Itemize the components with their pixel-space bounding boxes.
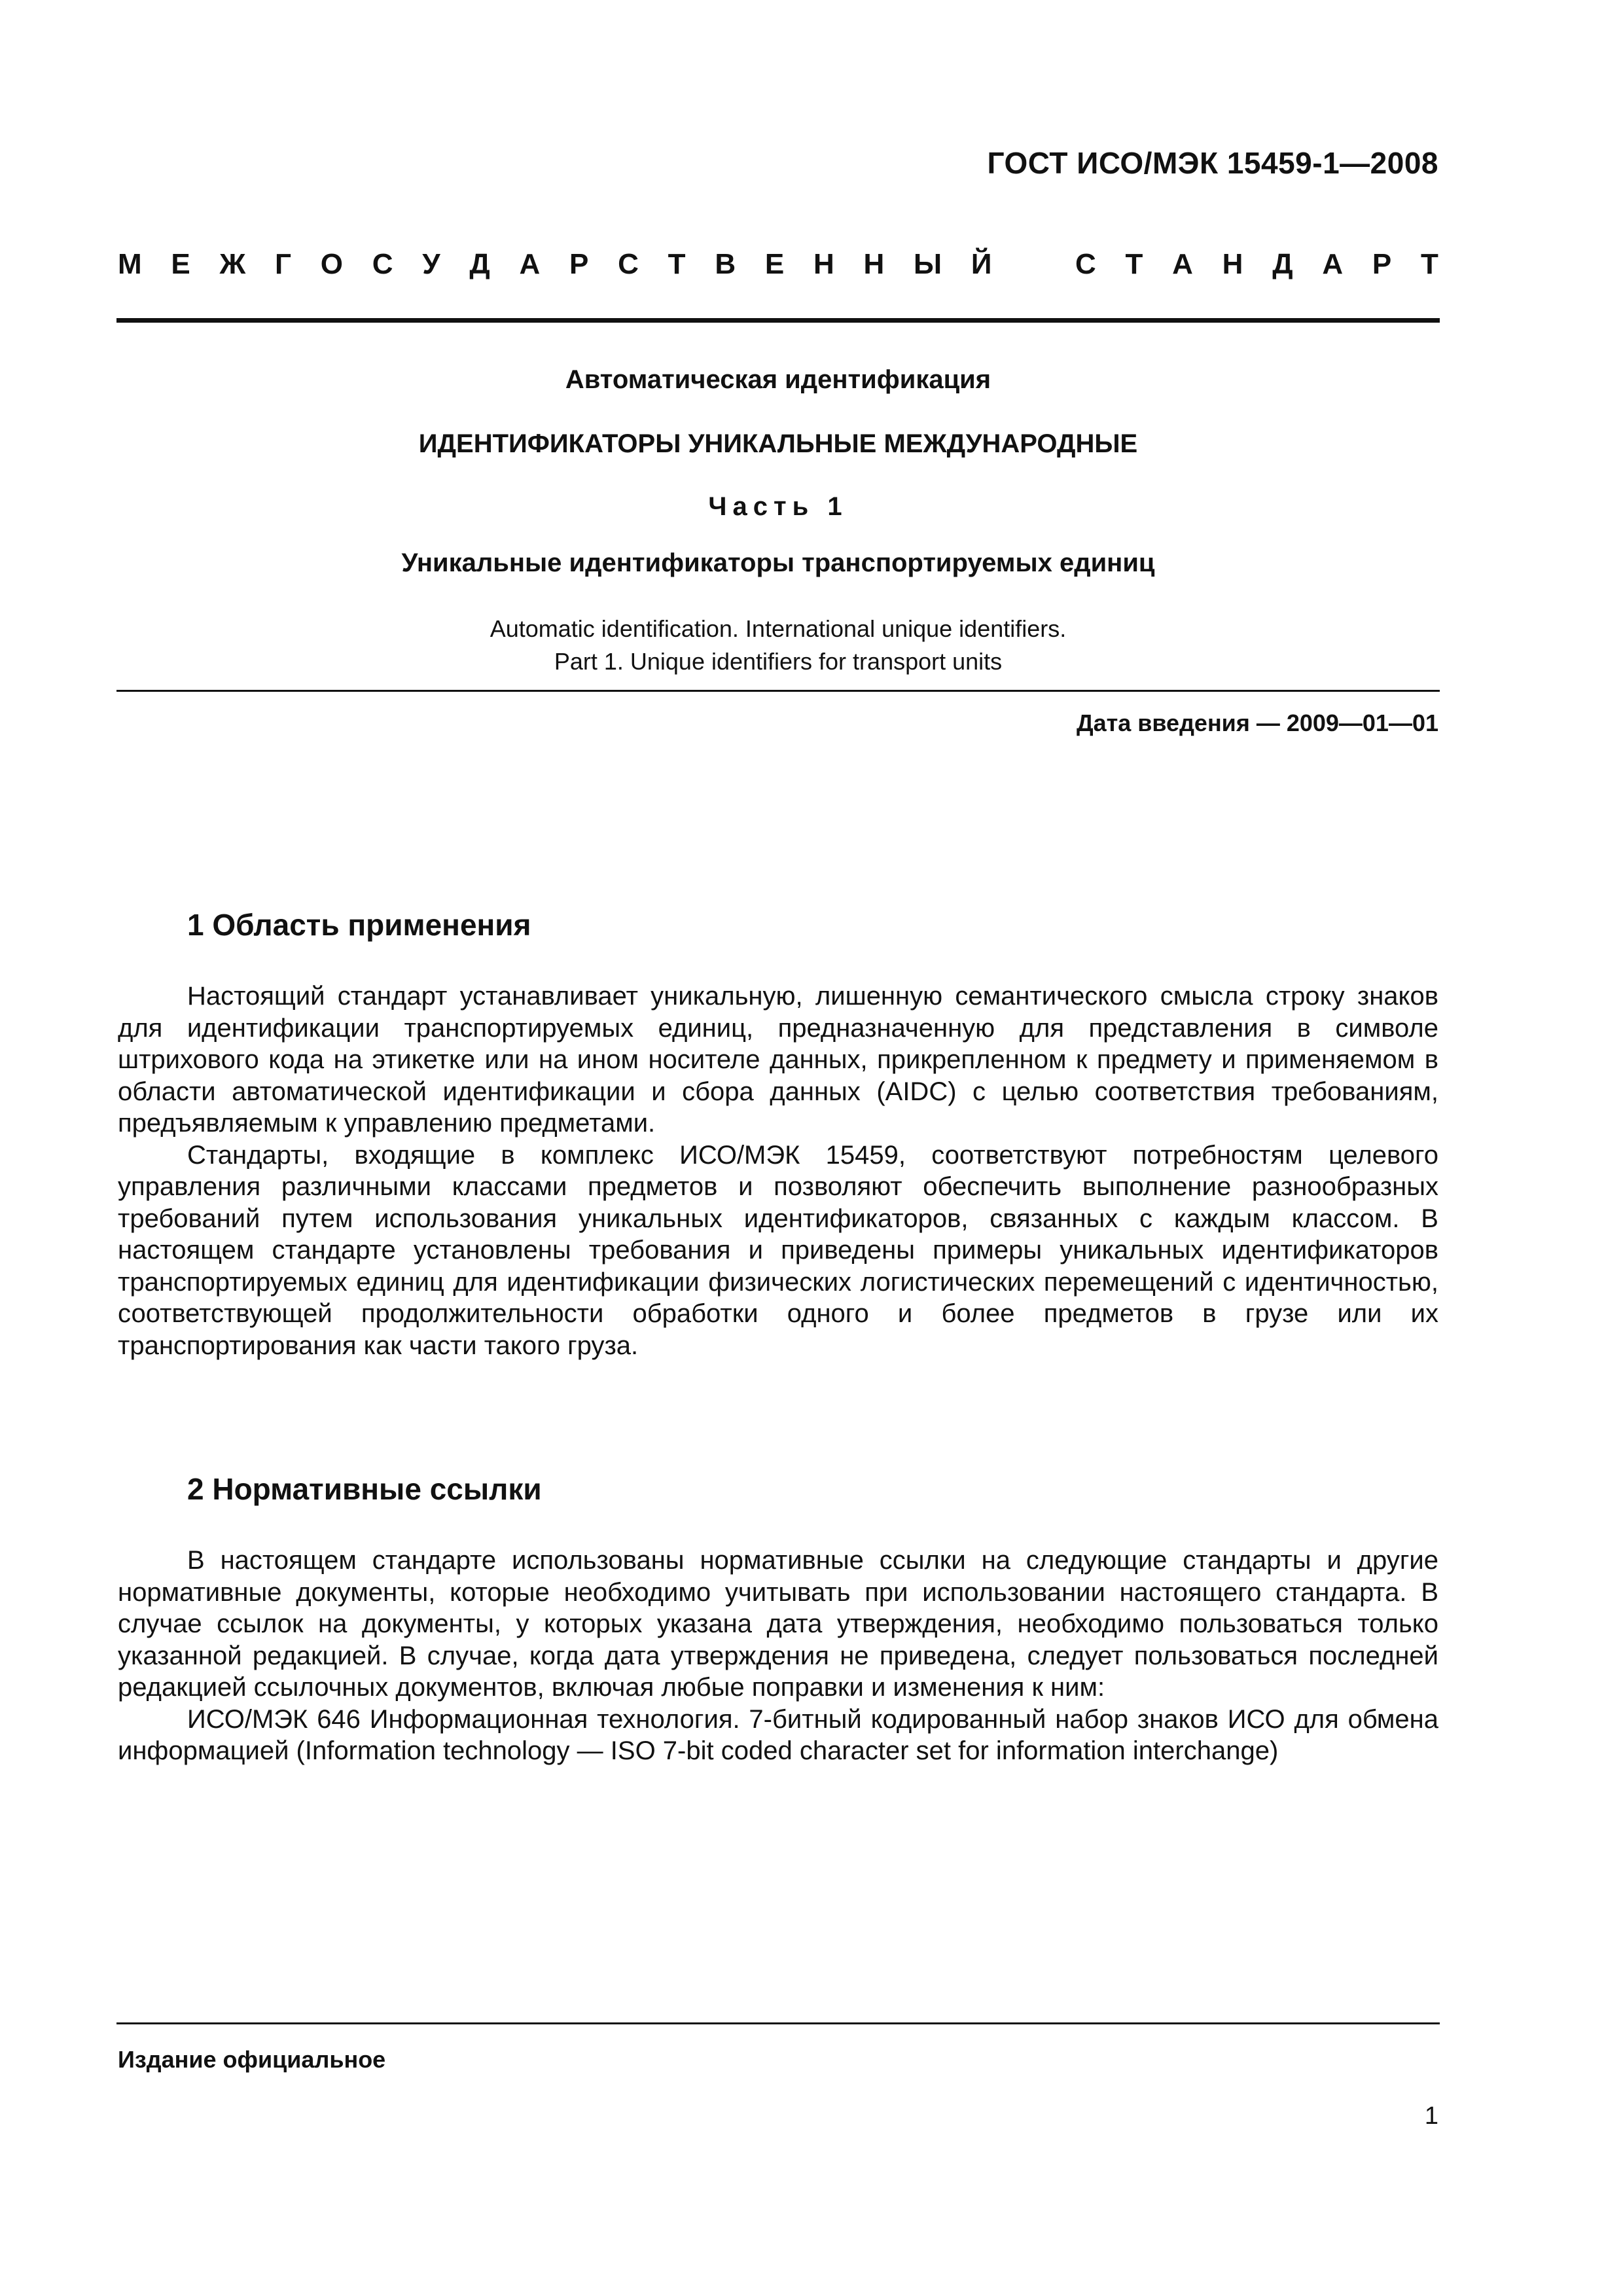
- section-body: [118, 980, 1438, 1361]
- banner-letter: Н: [813, 248, 834, 280]
- main-title: ИДЕНТИФИКАТОРЫ УНИКАЛЬНЫЕ МЕЖДУНАРОДНЫЕ: [418, 429, 1138, 458]
- banner-letter: С: [618, 248, 639, 280]
- banner-letter: С: [372, 248, 393, 280]
- english-title-line: Automatic identification. International unique identifiers.: [490, 615, 1067, 642]
- subtitle: Уникальные идентификаторы транспортируемых единиц: [401, 548, 1155, 577]
- paragraph: Настоящий стандарт устанавливает уникальную, лишенную семантического смысла строку знаков для идентификации транспортируемых единиц, предназначенную для представления в символе штрихового кода на этикетке или на ином носителе данных, прикрепленном к предмету и применяемом в области автоматической идентификации и сбора данных (AIDC) с целью соответствия требованиям, предъявляемым к управлению предметами.: [118, 982, 1438, 1138]
- paragraph: Стандарты, входящие в комплекс ИСО/МЭК 15459, соответствуют потребностям целевого управления различными классами предметов и позволяют обеспечить выполнение разнообразных требований путем использования уникальных идентификаторов, связанных с каждым классом. В настоящем стандарте установлены требования и приведены примеры уникальных идентификаторов транспортируемых единиц для идентификации физических логистических перемещений с идентичностью, соответствующей продолжительности обработки одного и более предметов в грузе или их транспортирования как части такого груза.: [118, 1140, 1438, 1360]
- banner-letter: Г: [275, 248, 291, 280]
- paragraph: ИСО/МЭК 646 Информационная технология. 7-битный кодированный набор знаков ИСО для обмена информацией (Information technology — ISO 7-bit coded character set for information interchange): [118, 1704, 1438, 1765]
- banner-letter: Д: [469, 248, 490, 280]
- banner-letter: Р: [1372, 248, 1392, 280]
- title-divider: [116, 690, 1440, 692]
- banner-letter: Т: [1420, 248, 1438, 280]
- footer-divider: [116, 2022, 1440, 2024]
- section-heading: 1 Область применения: [187, 908, 531, 942]
- paragraph: В настоящем стандарте использованы нормативные ссылки на следующие стандарты и другие нормативные документы, которые необходимо учитывать при использовании настоящего стандарта. В случае ссылок на документы, у которых указана дата утверждения, необходимо пользоваться только указанной редакцией. В случае, когда дата утверждения не приведена, следует пользоваться последней редакцией ссылочных документов, включая любые поправки и изменения к ним:: [118, 1546, 1438, 1702]
- banner-letter: Ы: [914, 248, 942, 280]
- document-code: ГОСТ ИСО/МЭК 15459-1—2008: [987, 146, 1438, 180]
- banner-letter: Т: [1125, 248, 1143, 280]
- page-number: 1: [1424, 2102, 1438, 2130]
- standard-banner: [118, 246, 1438, 283]
- banner-letter: Р: [569, 248, 589, 280]
- part-title: Часть 1: [708, 492, 848, 521]
- section-body: [118, 1545, 1438, 1767]
- banner-letter: С: [1075, 248, 1096, 280]
- banner-letter: В: [715, 248, 736, 280]
- banner-letter: Т: [668, 248, 686, 280]
- banner-letter: Ж: [219, 248, 246, 280]
- introduction-date: Дата введения — 2009—01—01: [1076, 709, 1438, 736]
- edition-label: Издание официальное: [118, 2046, 386, 2073]
- banner-letter: А: [1172, 248, 1193, 280]
- banner-letter: А: [519, 248, 541, 280]
- english-title-line: Part 1. Unique identifiers for transport units: [554, 648, 1003, 675]
- banner-letter: У: [422, 248, 440, 280]
- banner-letter: О: [320, 248, 343, 280]
- banner-letter: Е: [171, 248, 190, 280]
- section-heading: 2 Нормативные ссылки: [187, 1472, 542, 1506]
- banner-letter: Д: [1272, 248, 1293, 280]
- english-title: [118, 613, 1438, 678]
- banner-letter: Н: [1222, 248, 1243, 280]
- banner-letter: Н: [863, 248, 885, 280]
- banner-letter: Й: [971, 248, 992, 280]
- banner-letter: Е: [764, 248, 785, 280]
- banner-letter: А: [1322, 248, 1344, 280]
- banner-letter: М: [118, 248, 142, 280]
- header-divider: [116, 318, 1440, 323]
- title-subject: Автоматическая идентификация: [565, 365, 991, 394]
